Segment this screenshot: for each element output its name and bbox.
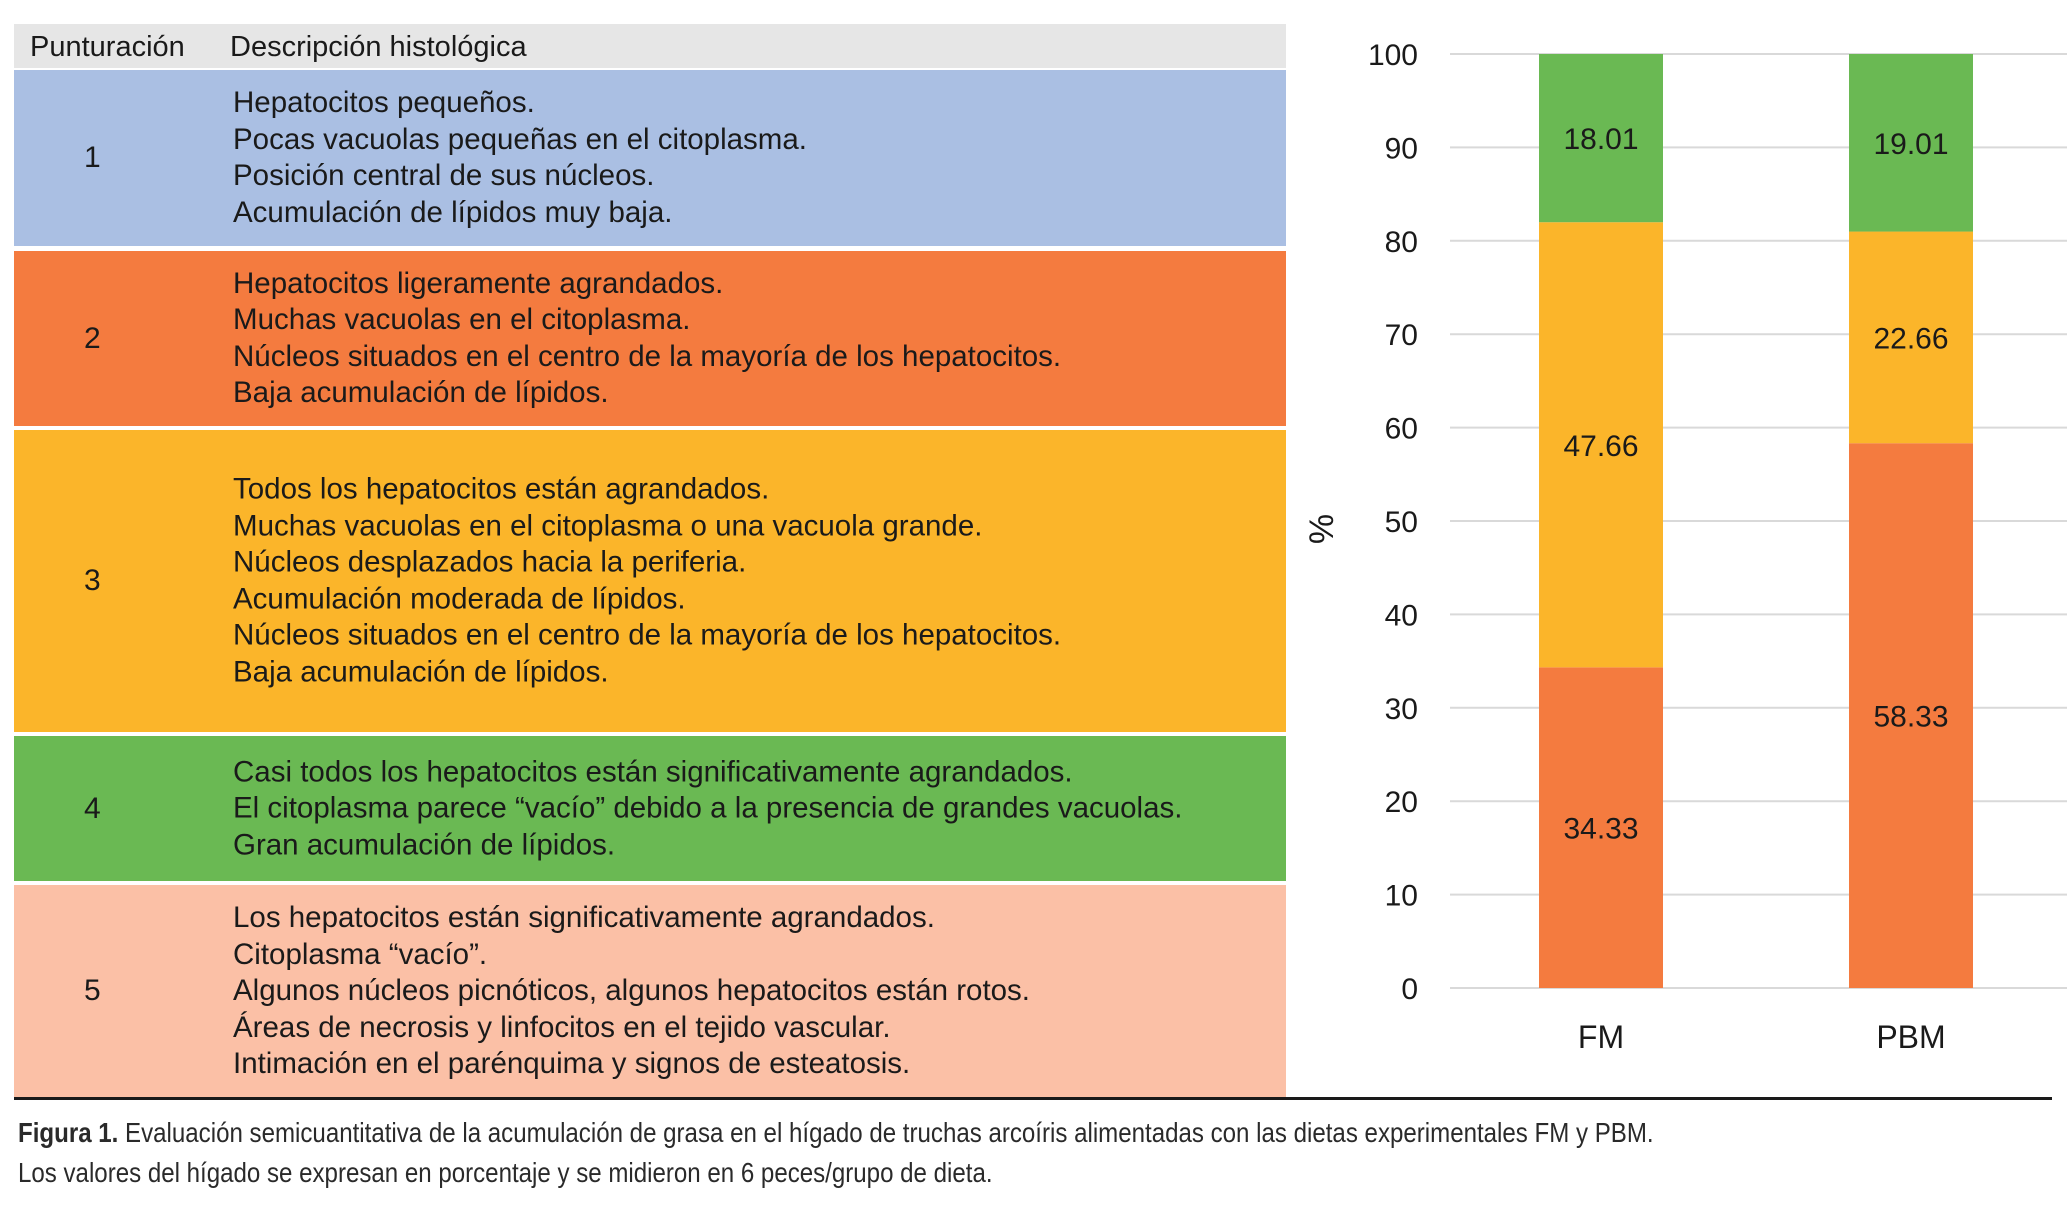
data-label: 47.66 — [1563, 429, 1639, 463]
description-line: Baja acumulación de lípidos. — [233, 376, 609, 409]
row-score: 4 — [84, 791, 101, 825]
caption-label: Figura 1. — [18, 1117, 119, 1148]
row-description — [233, 85, 807, 231]
description-line: Los hepatocitos están significativamente agrandados. — [233, 900, 935, 934]
histology-score-table — [14, 0, 1286, 1098]
data-label: 22.66 — [1873, 322, 1949, 356]
description-line: Núcleos situados en el centro de la mayoría de los hepatocitos. — [233, 339, 1062, 373]
description-line: Intimación en el parénquima y signos de esteatosis. — [233, 1046, 911, 1080]
row-description — [233, 472, 1061, 691]
description-line: Hepatocitos ligeramente agrandados. — [233, 266, 724, 300]
y-tick-label: 100 — [1367, 39, 1418, 72]
description-line: Todos los hepatocitos están agrandados. — [233, 472, 770, 506]
y-tick-label: 80 — [1384, 225, 1418, 259]
row-description — [233, 754, 1182, 864]
y-tick-label: 70 — [1384, 319, 1418, 353]
description-line: Acumulación de lípidos muy baja. — [233, 195, 673, 229]
table-row — [14, 885, 1286, 1097]
table-row — [14, 736, 1286, 881]
figure-caption — [18, 1113, 1764, 1193]
description-line: Casi todos los hepatocitos están significativamente agrandados. — [233, 754, 1073, 788]
row-score: 2 — [84, 321, 101, 355]
y-tick-label: 20 — [1384, 786, 1418, 820]
data-label: 58.33 — [1873, 700, 1949, 734]
description-line: Baja acumulación de lípidos. — [233, 655, 609, 688]
y-tick-label: 10 — [1384, 879, 1418, 913]
header-score: Punturación — [30, 31, 185, 63]
description-line: El citoplasma parece “vacío” debido a la presencia de grandes vacuolas. — [233, 791, 1183, 825]
caption-line-1 — [18, 1113, 1764, 1153]
stacked-bar-chart — [1290, 0, 2067, 1098]
caption-text-1: Evaluación semicuantitativa de la acumulación de grasa en el hígado de truchas arcoíris alimentadas con las dietas experimentales FM y PBM. — [118, 1117, 1654, 1148]
x-tick-label: FM — [1577, 1019, 1625, 1055]
description-line: Posición central de sus núcleos. — [233, 159, 655, 192]
description-line: Acumulación moderada de lípidos. — [233, 582, 686, 615]
row-score: 5 — [84, 974, 101, 1007]
table-row — [14, 251, 1286, 426]
description-line: Pocas vacuolas pequeñas en el citoplasma. — [233, 122, 807, 156]
description-line: Muchas vacuolas en el citoplasma o una vacuola grande. — [233, 509, 983, 542]
description-line: Algunos núcleos picnóticos, algunos hepatocitos están rotos. — [233, 973, 1031, 1007]
caption-divider — [14, 1097, 2052, 1100]
y-axis-label: % — [1303, 513, 1341, 545]
data-label: 19.01 — [1873, 127, 1949, 161]
y-tick-label: 0 — [1401, 973, 1418, 1006]
y-tick-label: 30 — [1384, 692, 1418, 726]
header-description: Descripción histológica — [230, 31, 527, 63]
description-line: Áreas de necrosis y linfocitos en el tejido vascular. — [233, 1010, 891, 1044]
description-line: Núcleos situados en el centro de la mayoría de los hepatocitos. — [233, 618, 1062, 652]
y-tick-label: 90 — [1384, 132, 1418, 166]
chart-canvas — [1290, 0, 2067, 1098]
description-line: Citoplasma “vacío”. — [233, 937, 488, 971]
row-description — [233, 900, 1030, 1083]
y-tick-label: 50 — [1384, 506, 1418, 539]
row-score: 3 — [84, 564, 101, 597]
data-label: 34.33 — [1563, 812, 1639, 846]
table-header — [14, 24, 1286, 68]
x-tick-label: PBM — [1876, 1019, 1946, 1055]
row-description — [233, 266, 1061, 412]
y-tick-label: 60 — [1384, 412, 1418, 446]
description-line: Gran acumulación de lípidos. — [233, 827, 616, 861]
description-line: Núcleos desplazados hacia la periferia. — [233, 545, 747, 579]
description-line: Muchas vacuolas en el citoplasma. — [233, 303, 691, 336]
y-tick-label: 40 — [1384, 599, 1418, 633]
row-score: 1 — [84, 141, 101, 174]
caption-line-2: Los valores del hígado se expresan en porcentaje y se midieron en 6 peces/grupo de dieta. — [18, 1157, 993, 1188]
table-row — [14, 70, 1286, 246]
data-label: 18.01 — [1563, 123, 1639, 157]
table-row — [14, 430, 1286, 732]
description-line: Hepatocitos pequeños. — [233, 86, 535, 119]
